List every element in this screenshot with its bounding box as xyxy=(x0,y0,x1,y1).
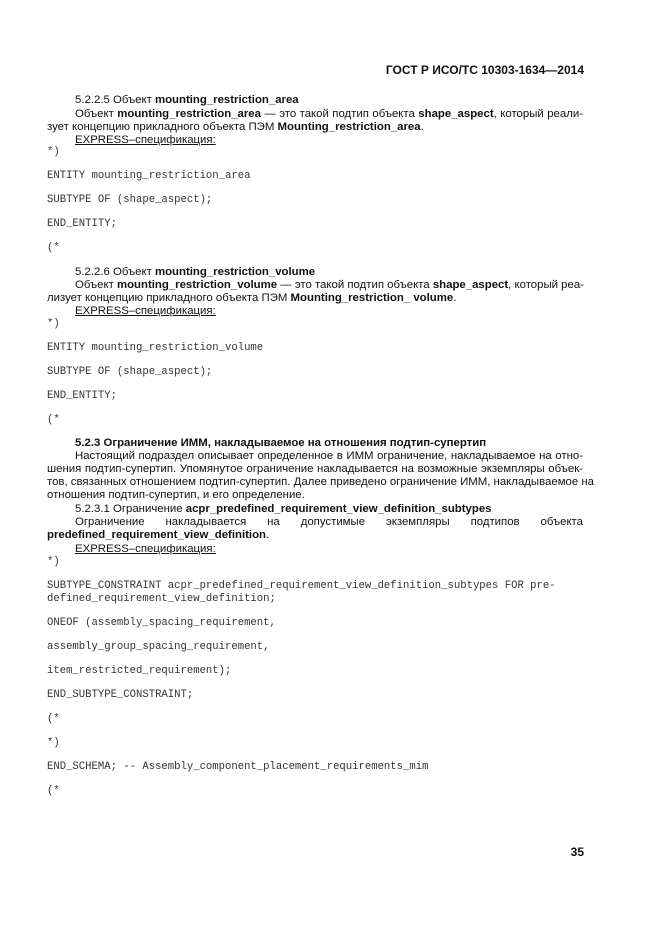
code-line: END_ENTITY; xyxy=(47,218,117,230)
text-fragment: . xyxy=(266,529,270,541)
paragraph-line xyxy=(47,121,424,134)
word: подтипов xyxy=(470,516,520,528)
code-line: (* xyxy=(47,713,60,725)
code-line: SUBTYPE_CONSTRAINT acpr_predefined_requirement_view_definition_subtypes FOR pre- xyxy=(47,580,556,592)
text-fragment: , который реали- xyxy=(493,108,584,120)
paragraph-line xyxy=(47,108,583,121)
paragraph-line: шения подтип-супертип. Упомянутое ограничение накладывается на возможные экземпляры объек- xyxy=(47,463,583,475)
text-fragment: Объект xyxy=(75,108,118,120)
constraint-name: acpr_predefined_requirement_view_definition_subtypes xyxy=(185,503,492,515)
code-line: ENTITY mounting_restriction_area xyxy=(47,170,251,182)
entity-name: predefined_requirement_view_definition xyxy=(47,529,267,541)
supertype-name: shape_aspect xyxy=(432,279,509,291)
paragraph-line: отношения подтип-супертип, и его определение. xyxy=(47,489,305,501)
paragraph-line xyxy=(47,279,583,292)
code-line: *) xyxy=(47,737,60,749)
document-header: ГОСТ Р ИСО/ТС 10303-1634—2014 xyxy=(385,63,584,77)
page-number: 35 xyxy=(570,845,584,859)
code-line: END_ENTITY; xyxy=(47,390,117,402)
text-fragment: — это такой подтип объекта xyxy=(260,108,419,120)
code-line: (* xyxy=(47,414,60,426)
code-line: *) xyxy=(47,318,60,330)
text-fragment: Объект xyxy=(75,279,117,291)
express-label: EXPRESS–спецификация: xyxy=(75,305,216,317)
supertype-name: shape_aspect xyxy=(418,108,494,120)
text-fragment: зует концепцию прикладного объекта ПЭМ xyxy=(47,121,278,133)
code-line: (* xyxy=(47,785,60,797)
section-heading xyxy=(75,266,315,279)
entity-name: mounting_restriction_volume xyxy=(116,279,278,291)
heading-number: 5.2.3.1 Ограничение xyxy=(75,503,186,515)
word: Ограничение xyxy=(75,516,145,528)
express-label: EXPRESS–спецификация: xyxy=(75,134,216,146)
entity-name: mounting_restriction_volume xyxy=(154,266,316,278)
code-line: defined_requirement_view_definition; xyxy=(47,593,276,605)
code-line: ENTITY mounting_restriction_volume xyxy=(47,342,264,354)
code-line: SUBTYPE OF (shape_aspect); xyxy=(47,194,213,206)
code-line: SUBTYPE OF (shape_aspect); xyxy=(47,366,213,378)
code-line: END_SUBTYPE_CONSTRAINT; xyxy=(47,689,194,701)
express-label: EXPRESS–спецификация: xyxy=(75,543,216,555)
paragraph-line xyxy=(75,516,583,529)
text-fragment: , который реа- xyxy=(508,279,584,291)
heading-number: 5.2.2.6 Объект xyxy=(75,266,155,278)
section-heading xyxy=(75,94,299,107)
arm-object-name: Mounting_restriction_ volume xyxy=(290,292,454,304)
code-line: item_restricted_requirement); xyxy=(47,665,232,677)
text-fragment: . xyxy=(420,121,424,133)
entity-name: mounting_restriction_area xyxy=(117,108,261,120)
code-line: *) xyxy=(47,146,60,158)
word: экземпляры xyxy=(385,516,450,528)
code-line: assembly_group_spacing_requirement, xyxy=(47,641,270,653)
paragraph-line xyxy=(47,292,456,305)
text-fragment: . xyxy=(453,292,457,304)
section-heading: 5.2.3 Ограничение ИММ, накладываемое на отношения подтип-супертип xyxy=(75,437,487,449)
code-line: ONEOF (assembly_spacing_requirement, xyxy=(47,617,276,629)
word: на xyxy=(267,516,280,528)
code-line: (* xyxy=(47,242,60,254)
word: допустимые xyxy=(300,516,366,528)
code-line: END_SCHEMA; -- Assembly_component_placement_requirements_mim xyxy=(47,761,429,773)
entity-name: mounting_restriction_area xyxy=(154,94,299,106)
section-heading xyxy=(75,503,492,516)
paragraph-line: тов, связанных отношением подтип-супертип. Далее приведено ограничение ИММ, накладываемое на xyxy=(47,476,594,488)
paragraph-line xyxy=(47,529,269,542)
text-fragment: лизует концепцию прикладного объекта ПЭМ xyxy=(47,292,291,304)
word: объекта xyxy=(540,516,583,528)
arm-object-name: Mounting_restriction_area xyxy=(277,121,421,133)
word: накладывается xyxy=(165,516,247,528)
text-fragment: — это такой подтип объекта xyxy=(277,279,433,291)
paragraph-line: Настоящий подраздел описывает определенное в ИММ ограничение, накладываемое на отно- xyxy=(75,450,583,462)
heading-number: 5.2.2.5 Объект xyxy=(75,94,155,106)
code-line: *) xyxy=(47,556,60,568)
